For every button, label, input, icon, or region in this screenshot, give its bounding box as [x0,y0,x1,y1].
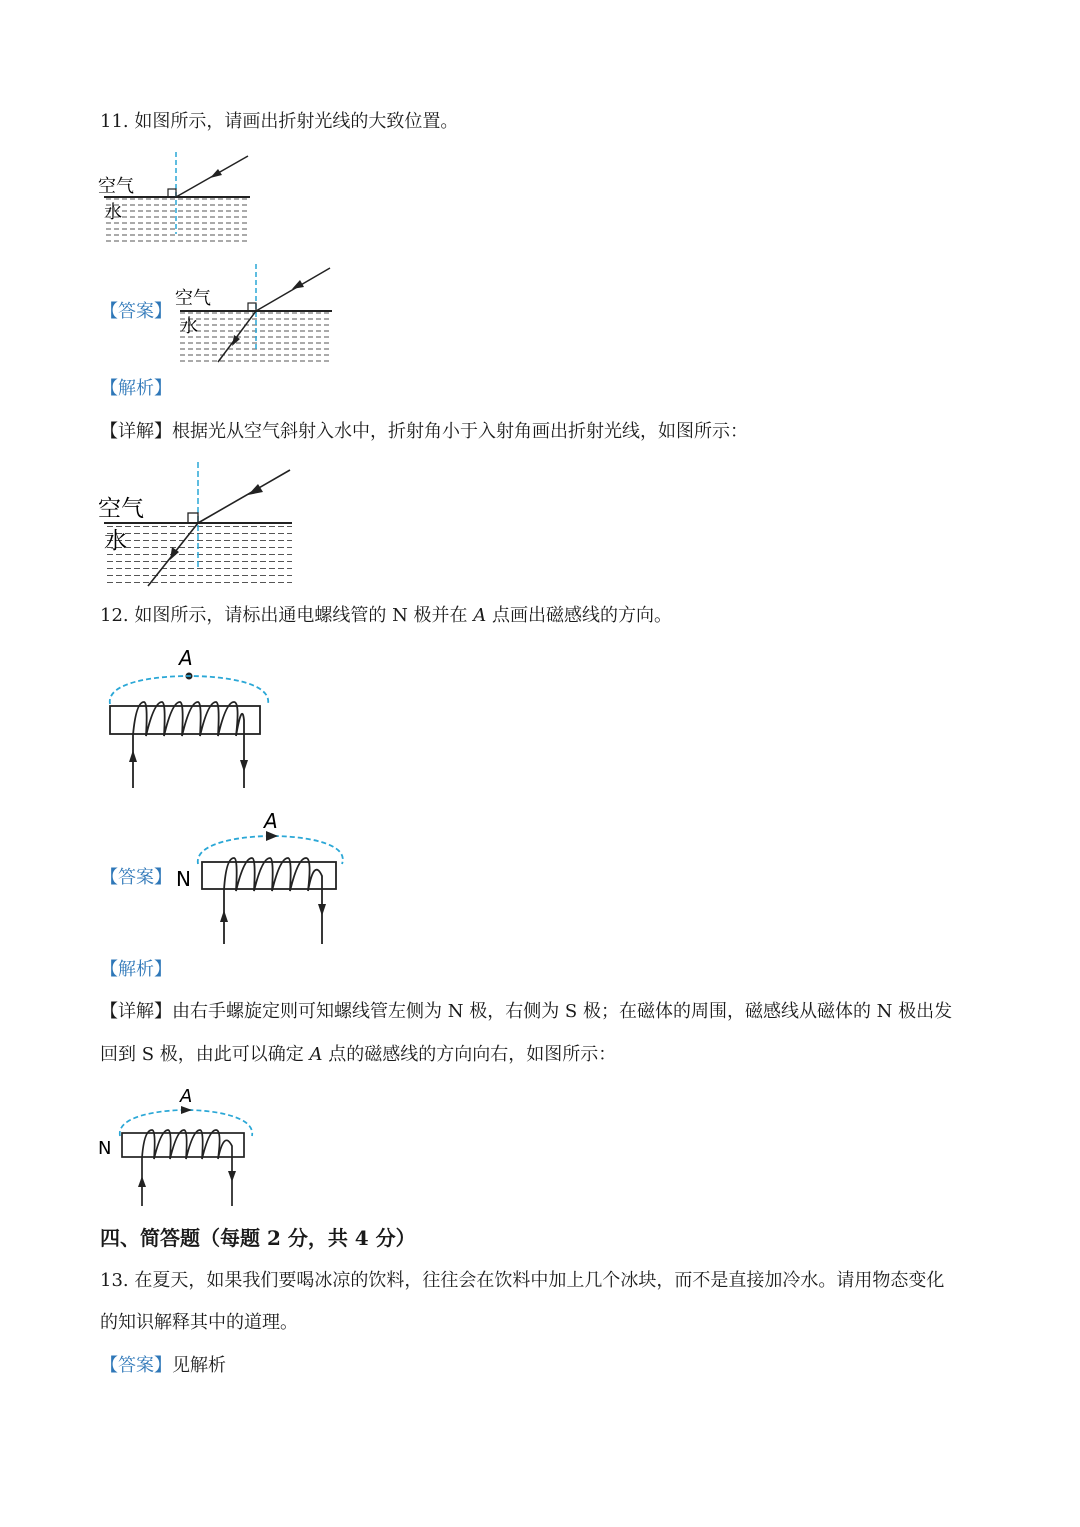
q12-detail-text1: 由右手螺旋定则可知螺线管左侧为 N 极，右侧为 S 极；在磁体的周围，磁感线从磁体的 N 极出发 [172,1001,953,1022]
current-in-arrow [220,910,228,922]
q13-question-line1: 13. 在夏天，如果我们要喝冰凉的饮料，往往会在饮料中加上几个冰块，而不是直接加冷水。请用物态变化 [100,1270,945,1291]
q11-detail-tag: 【详解】 [100,421,172,442]
q12-detail-line1 [100,1000,952,1024]
incident-arrow [210,169,222,178]
q13-answer-text: 见解析 [172,1355,226,1376]
q13-answer [100,1354,226,1378]
q12-detail-post: 点的磁感线的方向向右，如图所示： [322,1044,617,1065]
q11-detail-text: 根据光从空气斜射入水中，折射角小于入射角画出折射光线，如图所示： [172,421,748,442]
solenoid-coil [142,1130,232,1206]
current-out-arrow [318,904,326,916]
q12-detail-tag: 【详解】 [100,1001,172,1022]
n-pole-label: N [98,1138,112,1159]
q12-detail-point: A [309,1044,323,1065]
q12-question-post: 点画出磁感线的方向。 [486,605,672,626]
section4-heading: 四、简答题（每题 2 分，共 4 分） [100,1226,416,1250]
current-out-arrow [228,1171,236,1182]
label-air: 空气 [98,176,134,197]
q11-answer-tag: 【答案】 [100,301,172,322]
q11-answer-figure [172,262,336,366]
right-angle-mark [168,189,176,197]
right-angle-mark [248,303,256,311]
solenoid-core [122,1133,244,1157]
water-region [104,198,250,246]
q12-analysis-tag: 【解析】 [100,959,172,980]
current-out-arrow [240,760,248,772]
q12-question [100,604,672,628]
q12-detail-figure [96,1082,262,1212]
current-in-arrow [138,1176,146,1187]
q12-detail-line2 [100,1043,616,1067]
incident-arrow [248,484,263,495]
q11-detail [100,420,748,444]
label-air: 空气 [175,288,211,309]
incident-ray [198,470,290,523]
q13-question-line2: 的知识解释其中的道理。 [100,1312,298,1333]
q11-analysis-tag: 【解析】 [100,378,172,399]
field-line [198,836,343,864]
solenoid-coil [133,702,244,788]
q12-question-point: A [473,605,487,626]
q13-answer-tag: 【答案】 [100,1355,172,1376]
label-air: 空气 [98,496,144,522]
q11-detail-figure [98,460,294,590]
incident-arrow [292,280,304,289]
point-a-label: A [179,646,193,670]
point-a-label: A [180,1086,193,1107]
solenoid-coil [224,858,322,944]
q11-question-figure [98,148,258,252]
q12-detail-pre: 回到 S 极，由此可以确定 [100,1044,310,1065]
q12-answer-tag: 【答案】 [100,867,172,888]
incident-ray [256,268,330,311]
right-angle-mark [188,513,198,523]
label-water: 水 [180,316,198,337]
label-water: 水 [104,202,122,223]
q12-question-figure [96,640,276,802]
label-water: 水 [104,528,127,554]
field-direction-arrow [181,1106,192,1114]
n-pole-label: N [176,867,191,891]
q12-question-pre: 12. 如图所示，请标出通电螺线管的 N 极并在 [100,605,474,626]
point-a-label: A [264,809,278,833]
field-line [110,676,268,704]
solenoid-core [202,862,336,889]
q11-question: 11. 如图所示，请画出折射光线的大致位置。 [100,111,459,132]
q12-answer-figure [174,806,354,952]
current-in-arrow [129,750,137,762]
